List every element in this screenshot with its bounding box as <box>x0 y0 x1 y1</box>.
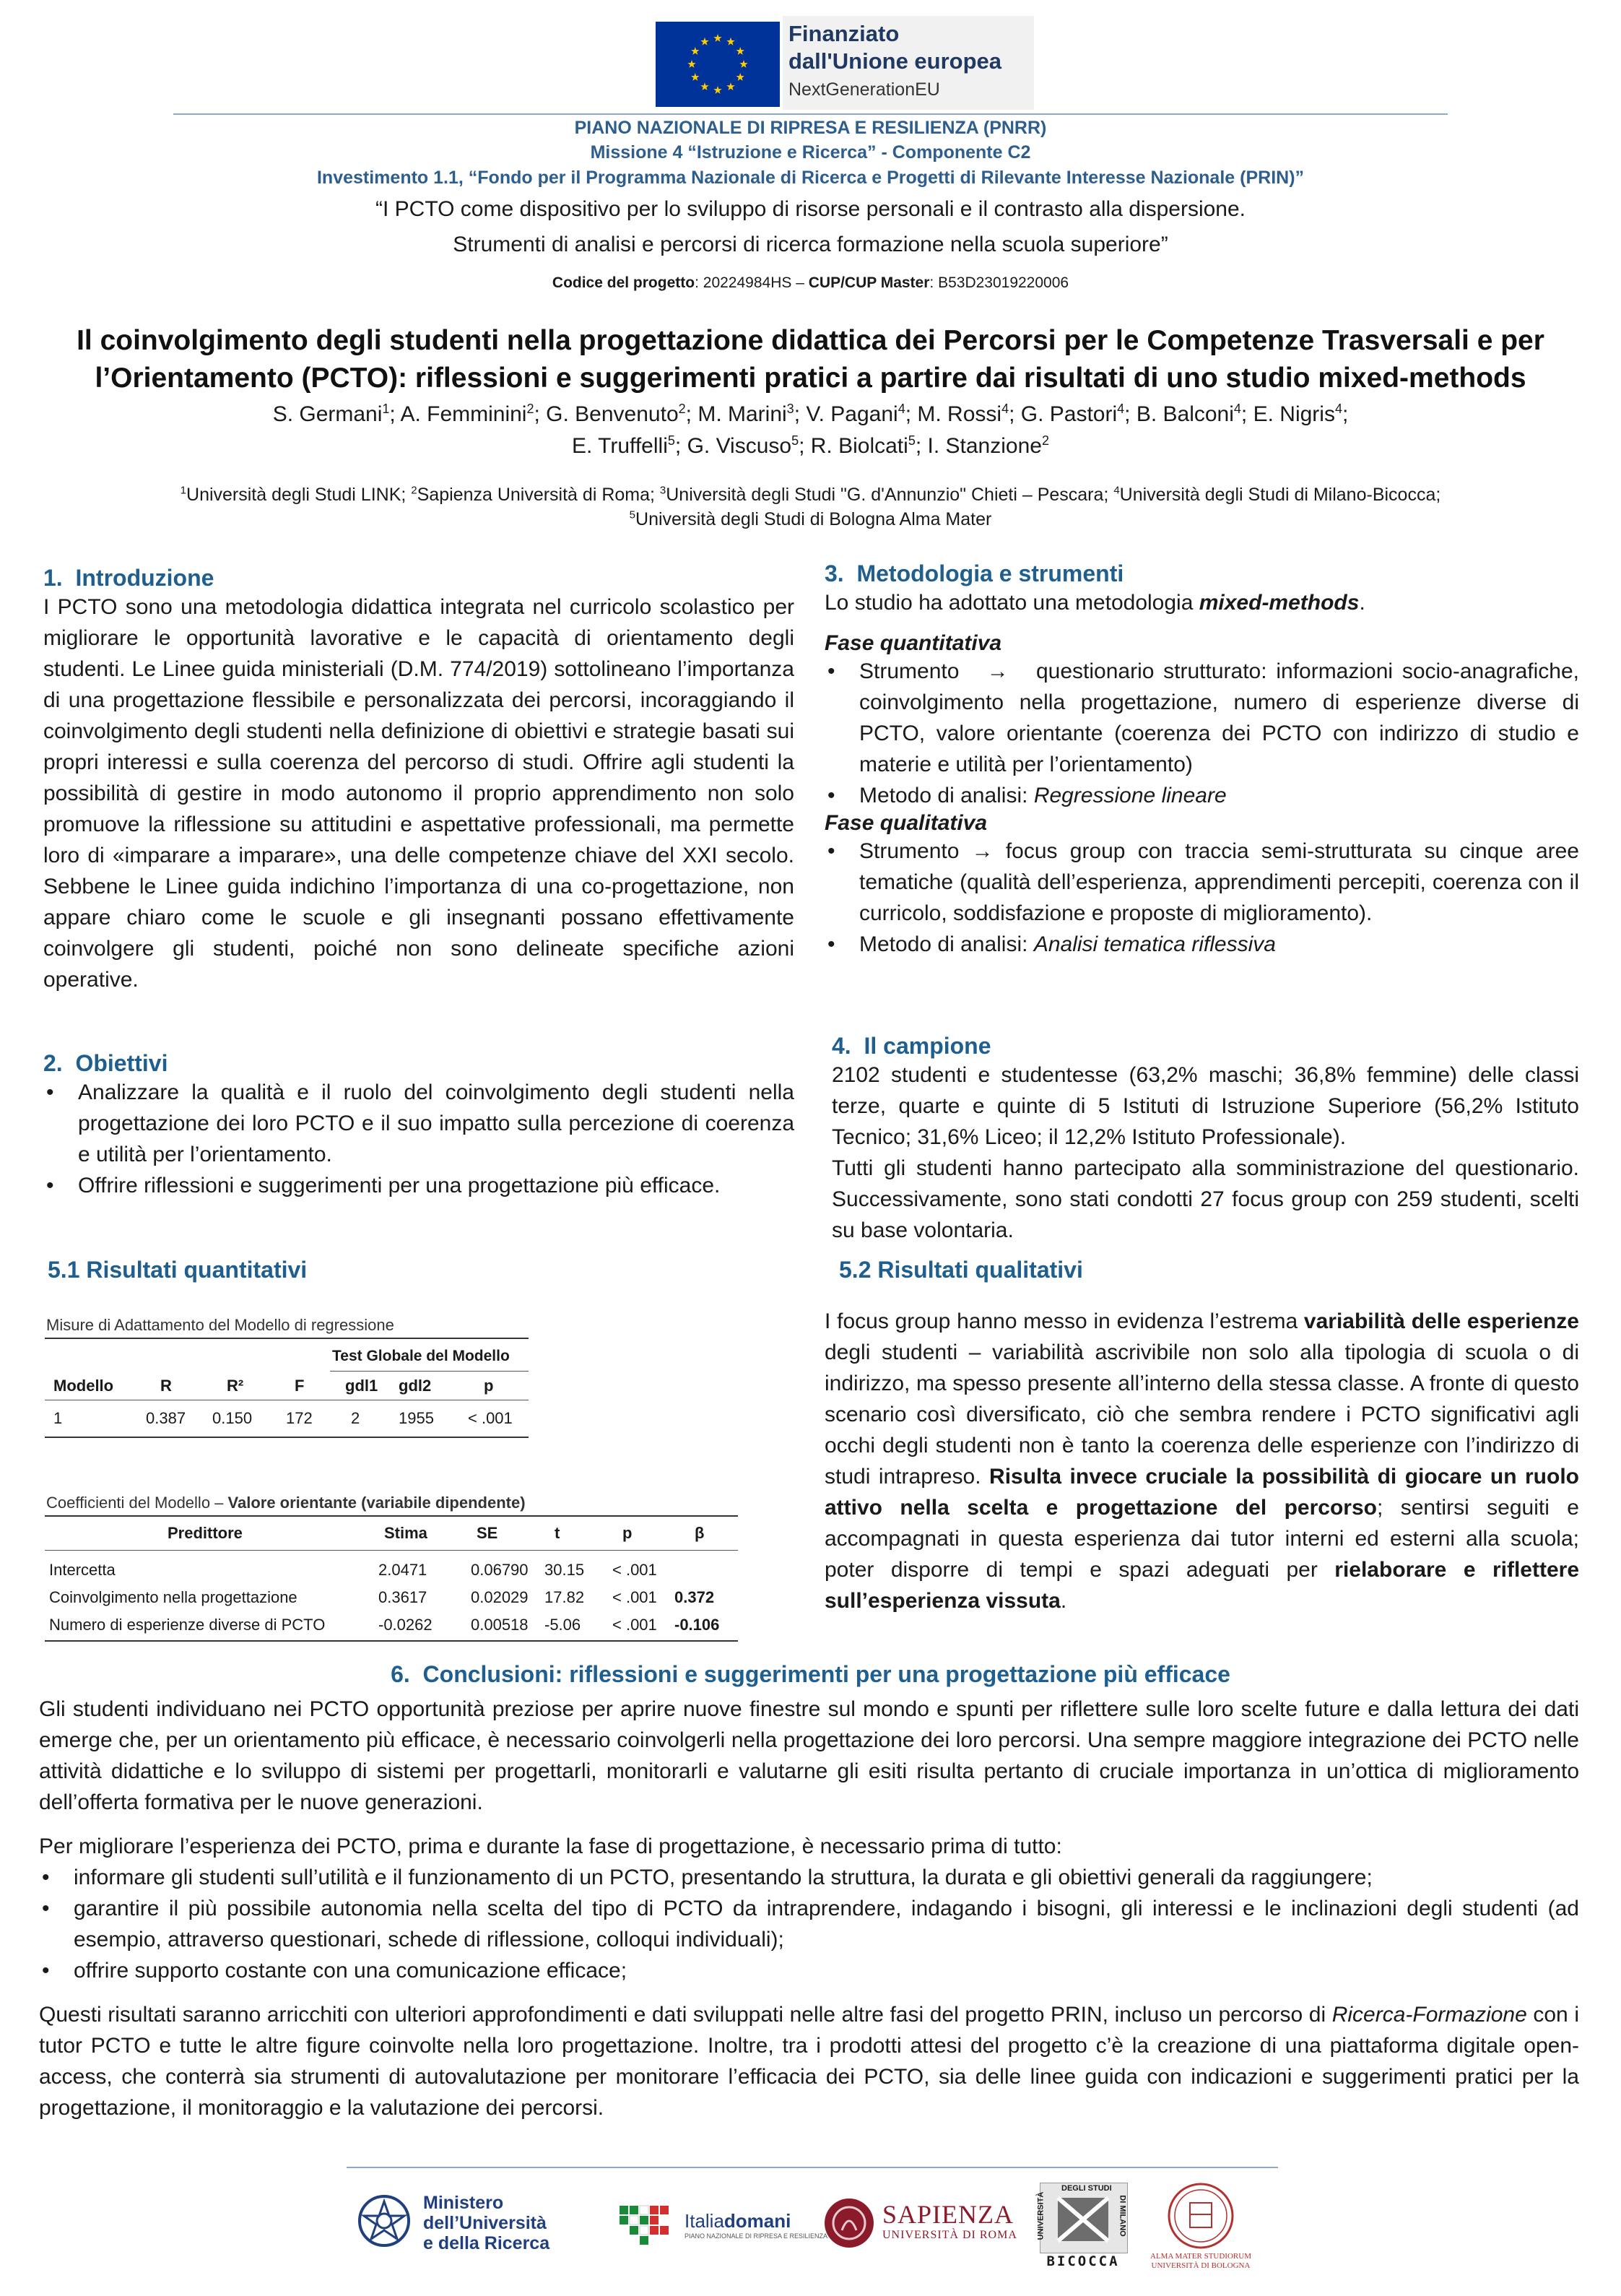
fit-table <box>45 1338 529 1438</box>
author-affiliation-sup: 5 <box>667 433 675 448</box>
metodologia-intro <box>825 587 1579 618</box>
fit-table-caption: Misure di Adattamento del Modello di regressione <box>46 1316 394 1334</box>
bullet-dot: • <box>827 932 835 956</box>
affiliations-line2 <box>0 507 1621 532</box>
obiettivi-heading-text: Obiettivi <box>75 1050 168 1076</box>
quant-b2-label: Metodo di analisi: <box>859 784 1034 807</box>
quant-b2-em: Regressione lineare <box>1033 784 1227 807</box>
author-name: B. Balconi <box>1136 402 1234 426</box>
coef-cell: < .001 <box>612 1561 657 1579</box>
qual-b1: variabilità delle esperienze <box>1303 1309 1579 1333</box>
eu-star-icon <box>687 60 695 68</box>
fit-table-row <box>45 1400 529 1437</box>
codice-label: Codice del progetto <box>552 274 695 291</box>
fit-cell: 2 <box>351 1409 360 1427</box>
qual-b1-text: focus group con traccia semi-strutturata su cinque aree tematiche (qualità dell’esperienza, apprendimenti percepiti, coerenza con il curricolo, soddisfazione e proposte di miglioramento). <box>859 839 1579 925</box>
obiettivi-bullet-1 <box>43 1077 794 1170</box>
author-affiliation-sup: 2 <box>1041 433 1049 448</box>
coef-cell: 0.00518 <box>471 1616 529 1634</box>
coef-table-row <box>45 1558 738 1585</box>
paper-title: Il coinvolgimento degli studenti nella progettazione didattica dei Percorsi per le Competenze Trasversali e per l’Orientamento (PCTO): riflessioni e suggerimenti pratici a partire dai risultati di uno studio mixed-methods <box>77 325 1544 394</box>
coef-cell: < .001 <box>612 1616 657 1634</box>
author-affiliation-sup: 5 <box>908 433 916 448</box>
qual-t2: degli studenti – variabilità ascrivibile non solo alla tipologia di scuola o di indirizzo, ma spesso presente all’interno della stessa classe. A fronte di questo scenario così diversificato, ciò che sembra rendere i PCTO significativi agli occhi degli studenti non è tanto la coerenza delle esperienze con l’indirizzo di studi intrapreso. <box>825 1340 1579 1489</box>
qual-b2-em: Analisi tematica riflessiva <box>1033 932 1276 956</box>
conclusioni-p3-prefix: Questi risultati saranno arricchiti con ulteriori approfondimenti e dati sviluppati nelle altre fasi del progetto PRIN, incluso un percorso di <box>39 2003 1332 2027</box>
conclusioni-p3-suffix: con i tutor PCTO e tutte le altre figure coinvolte nella loro progettazione. Inoltre, tra i prodotti attesi del progetto c’è la creazione di una piattaforma digitale open-access, che conterrà sia strumenti di autovalutazione per monitorare l’efficacia dei PCTO, sia delle linee guida con indicazioni e suggerimenti pratici per la progettazione, il monitoraggio e la valutazione dei percorsi. <box>39 2003 1579 2120</box>
author-affiliation-sup: 4 <box>1334 402 1342 416</box>
italiadomani-flag-icon <box>620 2201 680 2245</box>
conclusioni-bullet-1-text: informare gli studenti sull’utilità e il funzionamento di un PCTO, presentando la struttura, la durata e gli obiettivi generali da raggiungere; <box>74 1866 1373 1889</box>
intro-heading-text: Introduzione <box>75 565 214 591</box>
arrow-icon: → <box>971 839 994 863</box>
eu-flag-icon <box>656 22 780 107</box>
eu-star-icon <box>700 38 708 46</box>
eu-star-icon <box>736 73 744 81</box>
fit-th-r: R <box>160 1377 172 1395</box>
conclusioni-p2: Per migliorare l’esperienza dei PCTO, prima e durante la fase di progettazione, è necessario prima di tutto: <box>39 1834 1062 1858</box>
author-name: S. Germani <box>272 402 383 426</box>
author-name: A. Femminini <box>400 402 527 426</box>
conclusioni-p3-em: Ricerca-Formazione <box>1331 2003 1527 2027</box>
author-affiliation-sup: 1 <box>382 402 390 416</box>
intro-paragraph: I PCTO sono una metodologia didattica integrata nel curricolo scolastico per migliorare le opportunità lavorative e le capacità di orientamento degli studenti. Le Linee guida ministeriali (D.M. 774/2019) sottolineano l’importanza di una progettazione flessibile e personalizzata dei percorsi, incoraggiando il coinvolgimento degli studenti nella definizione di obiettivi e strategie basati sui propri interessi e sulla coerenza del percorso di studi. Offrire agli studenti la possibilità di gestire in modo autonomo il proprio apprendimento non solo promuove la riflessione su attitudini e aspettative professionali, ma permette loro di «imparare a imparare», una delle competenze chiave del XXI secolo. Sebbene le Linee guida indichino l’importanza di una co-progettazione, non appare chiaro come le scuole e gli insegnanti possano effettivamente coinvolgere gli studenti, poiché non sono delineate specifiche azioni operative. <box>43 595 794 992</box>
codice-value: : 20224984HS – <box>695 274 804 291</box>
intro-heading <box>43 565 794 592</box>
coef-cell: -0.0262 <box>378 1616 433 1634</box>
metodologia-intro-suffix: . <box>1359 591 1365 615</box>
affiliation-text: Sapienza Università di Roma; <box>417 485 660 505</box>
eu-star-icon <box>691 47 699 55</box>
project-title-line1: “I PCTO come dispositivo per lo sviluppo di risorse personali e il contrasto alla dispersione. <box>375 197 1246 221</box>
fase-quantitativa-heading: Fase quantitativa <box>825 631 1002 655</box>
coef-cell: 2.0471 <box>378 1561 427 1579</box>
bologna-logo-text <box>1148 2252 1253 2271</box>
italiadomani-logo-text <box>685 2210 827 2240</box>
qual-bullet-1 <box>825 836 1579 929</box>
authors-line1 <box>0 399 1621 430</box>
campione-heading <box>832 1033 1579 1060</box>
coef-cell: 0.02029 <box>471 1588 529 1606</box>
coef-table-header-row <box>45 1517 738 1550</box>
author-affiliation-sup: 3 <box>786 402 794 416</box>
obiettivi-bullet-2-text: Offrire riflessioni e suggerimenti per una progettazione più efficace. <box>78 1174 721 1197</box>
fit-cell: 172 <box>286 1409 313 1427</box>
author-name: E. Truffelli <box>572 434 668 458</box>
coef-th-se: SE <box>477 1524 498 1542</box>
cup-label: CUP/CUP Master <box>808 274 930 291</box>
conclusioni-heading-num: 6. <box>391 1661 410 1687</box>
obiettivi-heading <box>43 1050 794 1077</box>
qual-b2: Risulta invece cruciale la possibilità di giocare un ruolo attivo nella scelta e progettazione del percorso <box>825 1465 1579 1520</box>
eu-line1: Finanziato <box>788 21 900 46</box>
eu-star-icon <box>736 47 744 55</box>
coef-cell: Coinvolgimento nella progettazione <box>49 1588 297 1606</box>
fit-th-p: p <box>484 1377 494 1395</box>
qual-b1-label: Strumento <box>859 839 960 863</box>
coef-cell: -5.06 <box>544 1616 581 1634</box>
qual-bullet-2 <box>825 929 1579 960</box>
bicocca-side: UNIVERSITÀ <box>1036 2191 1046 2240</box>
author-name: M. Rossi <box>917 402 1002 426</box>
author-separator: ; <box>389 402 401 426</box>
pnrr-line: PIANO NAZIONALE DI RIPRESA E RESILIENZA (PNRR) <box>574 118 1047 138</box>
fit-table-group-header: Test Globale del Modello <box>332 1348 510 1364</box>
affiliation-text: Università degli Studi di Bologna Alma Mater <box>635 509 992 529</box>
fit-th-modello: Modello <box>53 1377 114 1395</box>
arrow-icon: → <box>986 659 1009 683</box>
affiliation-sup: 4 <box>1113 484 1120 497</box>
project-title-line2: Strumenti di analisi e percorsi di ricerca formazione nella scuola superiore” <box>453 233 1168 256</box>
bologna-l2: UNIVERSITÀ DI BOLOGNA <box>1151 2261 1251 2270</box>
bicocca-right: DI MILANO <box>1118 2195 1127 2237</box>
coef-cell: 30.15 <box>544 1561 585 1579</box>
qual-t1: I focus group hanno messo in evidenza l’estrema <box>825 1309 1304 1333</box>
fit-cell: 0.150 <box>212 1409 253 1427</box>
qual-t3: ; sentirsi seguiti e accompagnati in questa esperienza dai tutor interni ed esterni alla scuola; poter disporre di tempi e spazi adeguati per <box>825 1496 1579 1582</box>
bicocca-logo <box>1036 2183 1127 2269</box>
eu-funding-logo-text <box>788 20 1027 104</box>
author-separator: ; <box>915 434 928 458</box>
author-separator: ; <box>685 402 698 426</box>
author-separator: ; <box>1342 402 1349 426</box>
bologna-l1: ALMA MATER STUDIORUM <box>1150 2252 1251 2261</box>
campione-section <box>832 1033 1579 1246</box>
author-name: E. Nigris <box>1253 402 1335 426</box>
qual-b3: rielaborare e riflettere sull’esperienza vissuta <box>825 1558 1579 1613</box>
author-name: I. Stanzione <box>927 434 1042 458</box>
bullet-dot: • <box>827 839 835 863</box>
quant-bullet-2 <box>825 780 1579 811</box>
fit-cell: < .001 <box>468 1409 513 1427</box>
author-name: G. Viscuso <box>687 434 792 458</box>
author-separator: ; <box>799 434 811 458</box>
coef-caption-bold: Valore orientante (variabile dipendente) <box>227 1494 526 1512</box>
bullet-dot: • <box>42 1897 50 1920</box>
coef-th-p: p <box>622 1524 633 1542</box>
project-code <box>0 274 1621 292</box>
bicocca-top: DEGLI STUDI <box>1061 2184 1112 2193</box>
coef-table-row <box>45 1613 738 1640</box>
italia-b: domani <box>723 2210 791 2232</box>
coef-cell: Numero di esperienze diverse di PCTO <box>49 1616 326 1634</box>
obiettivi-heading-num: 2. <box>43 1050 63 1076</box>
metodologia-heading-text: Metodologia e strumenti <box>856 560 1124 586</box>
metodologia-intro-prefix: Lo studio ha adottato una metodologia <box>825 591 1199 615</box>
coef-cell: 17.82 <box>544 1588 585 1606</box>
author-affiliation-sup: 2 <box>678 402 686 416</box>
coef-cell: 0.3617 <box>378 1588 427 1606</box>
eu-star-icon <box>739 60 747 68</box>
bullet-dot: • <box>42 1959 50 1983</box>
bicocca-name: BICOCCA <box>1046 2253 1120 2269</box>
quant-b1-text: questionario strutturato: informazioni socio-anagrafiche, coinvolgimento nella progettazione, numero di esperienze diverse di PCTO, valore orientante (coerenza dei PCTO con indirizzo di studio e materie e utilità per l’orientamento) <box>859 659 1579 776</box>
intro-section <box>43 565 794 995</box>
eu-line3: NextGenerationEU <box>788 79 940 100</box>
author-name: M. Marini <box>697 402 787 426</box>
coef-th-stima: Stima <box>384 1524 427 1542</box>
campione-p1: 2102 studenti e studentesse (63,2% maschi; 36,8% femmine) delle classi terze, quarte e quinte di 5 Istituti di Istruzione Superiore (56,2% Istituto Tecnico; 31,6% Liceo; il 12,2% Istituto Professionale). <box>832 1063 1579 1149</box>
eu-star-icon <box>700 82 708 90</box>
metodologia-heading-num: 3. <box>825 560 844 586</box>
coef-th-t: t <box>555 1524 560 1542</box>
conclusioni-bullet-2-text: garantire il più possibile autonomia nella scelta del tipo di PCTO da intraprendere, indagando i bisogni, gli interessi e le inclinazioni degli studenti (ad esempio, attraverso questionari, schede di riflessione, colloqui individuali); <box>74 1897 1579 1951</box>
conclusioni-p3 <box>39 1999 1579 2123</box>
quant-b1-label: Strumento <box>859 659 960 683</box>
italia-sub: PIANO NAZIONALE DI RIPRESA E RESILIENZA <box>685 2232 828 2240</box>
coef-table-body <box>45 1558 738 1640</box>
conclusioni-heading-text: Conclusioni: riflessioni e suggerimenti per una progettazione più efficace <box>422 1661 1230 1687</box>
footer-divider <box>347 2167 1278 2168</box>
affiliation-sup: 3 <box>659 484 666 497</box>
coef-cell: < .001 <box>612 1588 657 1606</box>
conclusioni-p1: Gli studenti individuano nei PCTO opportunità preziose per aprire nuove finestre sul mondo e spunti per riflettere sulle loro scelte future e dalla lettura dei dati emerge che, per un orientamento più efficace, è necessario coinvolgerli nella progettazione dei loro percorsi. Una sempre maggiore integrazione dei PCTO nelle attività didattiche e lo sviluppo di sistemi per progettarli, monitorarli e valutarne gli esiti risulta pertanto di cruciale importanza in un’ottica di miglioramento dell’offerta formativa per le nuove generazioni. <box>39 1697 1579 1814</box>
bullet-dot: • <box>46 1080 54 1104</box>
conclusioni-bullet-3-text: offrire supporto costante con una comunicazione efficace; <box>74 1959 627 1983</box>
coef-th-predittore: Predittore <box>168 1524 243 1542</box>
author-name: R. Biolcati <box>810 434 908 458</box>
author-name: V. Pagani <box>806 402 898 426</box>
quant-results-heading: 5.1 Risultati quantitativi <box>48 1257 308 1283</box>
mur-l3: e della Ricerca <box>423 2233 550 2253</box>
eu-star-icon <box>726 82 734 90</box>
author-affiliation-sup: 4 <box>1233 402 1241 416</box>
eu-star-icon <box>726 38 734 46</box>
affiliations-line1 <box>0 482 1621 508</box>
author-affiliation-sup: 4 <box>1001 402 1009 416</box>
coef-table <box>45 1515 738 1642</box>
author-separator: ; <box>674 434 687 458</box>
eu-star-icon <box>713 86 721 94</box>
sapienza-sub: UNIVERSITÀ DI ROMA <box>882 2229 1017 2241</box>
authors-line2 <box>0 431 1621 462</box>
quant-bullet-1 <box>825 656 1579 780</box>
affiliation-text: Università degli Studi "G. d'Annunzio" Chieti – Pescara; <box>666 485 1114 505</box>
mur-l2: dell’Università <box>423 2213 547 2233</box>
fit-cell: 0.387 <box>146 1409 186 1427</box>
eu-star-icon <box>713 34 721 42</box>
header-divider <box>173 113 1448 115</box>
sapienza-name: SAPIENZA <box>882 2200 1014 2229</box>
conclusioni-heading <box>0 1661 1621 1688</box>
bullet-dot: • <box>827 784 835 807</box>
obiettivi-bullet-2 <box>43 1170 794 1201</box>
qual-b2-label: Metodo di analisi: <box>859 932 1034 956</box>
author-separator: ; <box>534 402 547 426</box>
investimento-line: Investimento 1.1, “Fondo per il Programma Nazionale di Ricerca e Progetti di Rilevante Interesse Nazionale (PRIN)” <box>316 168 1305 188</box>
intro-heading-num: 1. <box>43 565 63 591</box>
cup-value: : B53D23019220006 <box>929 274 1069 291</box>
bologna-seal-icon <box>1161 2181 1240 2250</box>
italia-a: Italia <box>685 2210 724 2232</box>
metodologia-heading <box>825 560 1579 587</box>
mur-l1: Ministero <box>423 2193 504 2213</box>
sapienza-logo-text <box>882 2200 1017 2242</box>
author-separator: ; <box>794 402 807 426</box>
mur-logo-text <box>423 2193 549 2253</box>
obiettivi-section <box>43 1050 794 1201</box>
author-separator: ; <box>905 402 918 426</box>
bullet-dot: • <box>42 1866 50 1889</box>
conclusioni-bullet-2 <box>39 1893 1579 1955</box>
fit-th-gdl1: gdl1 <box>345 1377 378 1395</box>
coef-th-beta: β <box>695 1524 705 1542</box>
metodologia-section <box>825 560 1579 960</box>
eu-line2: dall'Unione europea <box>788 48 1002 74</box>
bullet-dot: • <box>46 1174 54 1197</box>
fit-cell: 1955 <box>399 1409 434 1427</box>
author-separator: ; <box>1124 402 1137 426</box>
repubblica-emblem-icon <box>355 2190 413 2252</box>
affiliation-text: Università degli Studi LINK; <box>186 485 412 505</box>
fit-th-gdl2: gdl2 <box>399 1377 432 1395</box>
metodologia-intro-em: mixed-methods <box>1199 591 1360 615</box>
campione-p2: Tutti gli studenti hanno partecipato alla somministrazione del questionario. Successivamente, sono stati condotti 27 focus group con 259 studenti, scelti su base volontaria. <box>832 1156 1579 1242</box>
fit-cell: 1 <box>53 1409 63 1427</box>
qual-t4: . <box>1060 1589 1067 1613</box>
coef-table-caption <box>46 1494 526 1512</box>
coef-caption-prefix: Coefficienti del Modello – <box>46 1494 228 1512</box>
bullet-dot: • <box>827 659 835 683</box>
coef-cell: Intercetta <box>49 1561 116 1579</box>
author-name: G. Pastori <box>1020 402 1118 426</box>
affiliation-text: Università degli Studi di Milano-Bicocca; <box>1119 485 1441 505</box>
author-separator: ; <box>1240 402 1253 426</box>
campione-heading-num: 4. <box>832 1033 851 1059</box>
coef-cell: -0.106 <box>674 1616 720 1634</box>
affiliation-sup: 5 <box>629 508 636 521</box>
coef-cell: 0.06790 <box>471 1561 529 1579</box>
eu-star-icon <box>691 73 699 81</box>
campione-heading-text: Il campione <box>864 1033 991 1059</box>
conclusioni-body <box>39 1694 1579 2123</box>
fit-th-f: F <box>295 1377 305 1395</box>
coef-table-row <box>45 1585 738 1613</box>
author-name: G. Benvenuto <box>546 402 679 426</box>
affiliation-sup: 1 <box>180 484 187 497</box>
qual-results-heading: 5.2 Risultati qualitativi <box>839 1257 1083 1283</box>
obiettivi-bullet-1-text: Analizzare la qualità e il ruolo del coinvolgimento degli studenti nella progettazione dei loro PCTO e il suo impatto sulla percezione di coerenza e utilità per l’orientamento. <box>78 1080 794 1166</box>
sapienza-seal-icon <box>823 2197 875 2249</box>
fase-qualitativa-heading: Fase qualitativa <box>825 811 988 835</box>
bicocca-mark-icon <box>1040 2183 1128 2253</box>
fit-th-r2: R² <box>227 1377 244 1395</box>
affiliation-sup: 2 <box>411 484 417 497</box>
author-affiliation-sup: 5 <box>791 433 799 448</box>
author-affiliation-sup: 4 <box>898 402 905 416</box>
missione-line: Missione 4 “Istruzione e Ricerca” - Componente C2 <box>590 142 1031 163</box>
author-affiliation-sup: 2 <box>526 402 534 416</box>
qual-results-paragraph <box>825 1306 1579 1616</box>
fit-table-header-row <box>45 1371 529 1400</box>
coef-cell: 0.372 <box>674 1588 715 1606</box>
author-affiliation-sup: 4 <box>1117 402 1125 416</box>
conclusioni-bullet-1 <box>39 1862 1579 1893</box>
conclusioni-bullet-3 <box>39 1955 1579 1986</box>
author-separator: ; <box>1009 402 1021 426</box>
